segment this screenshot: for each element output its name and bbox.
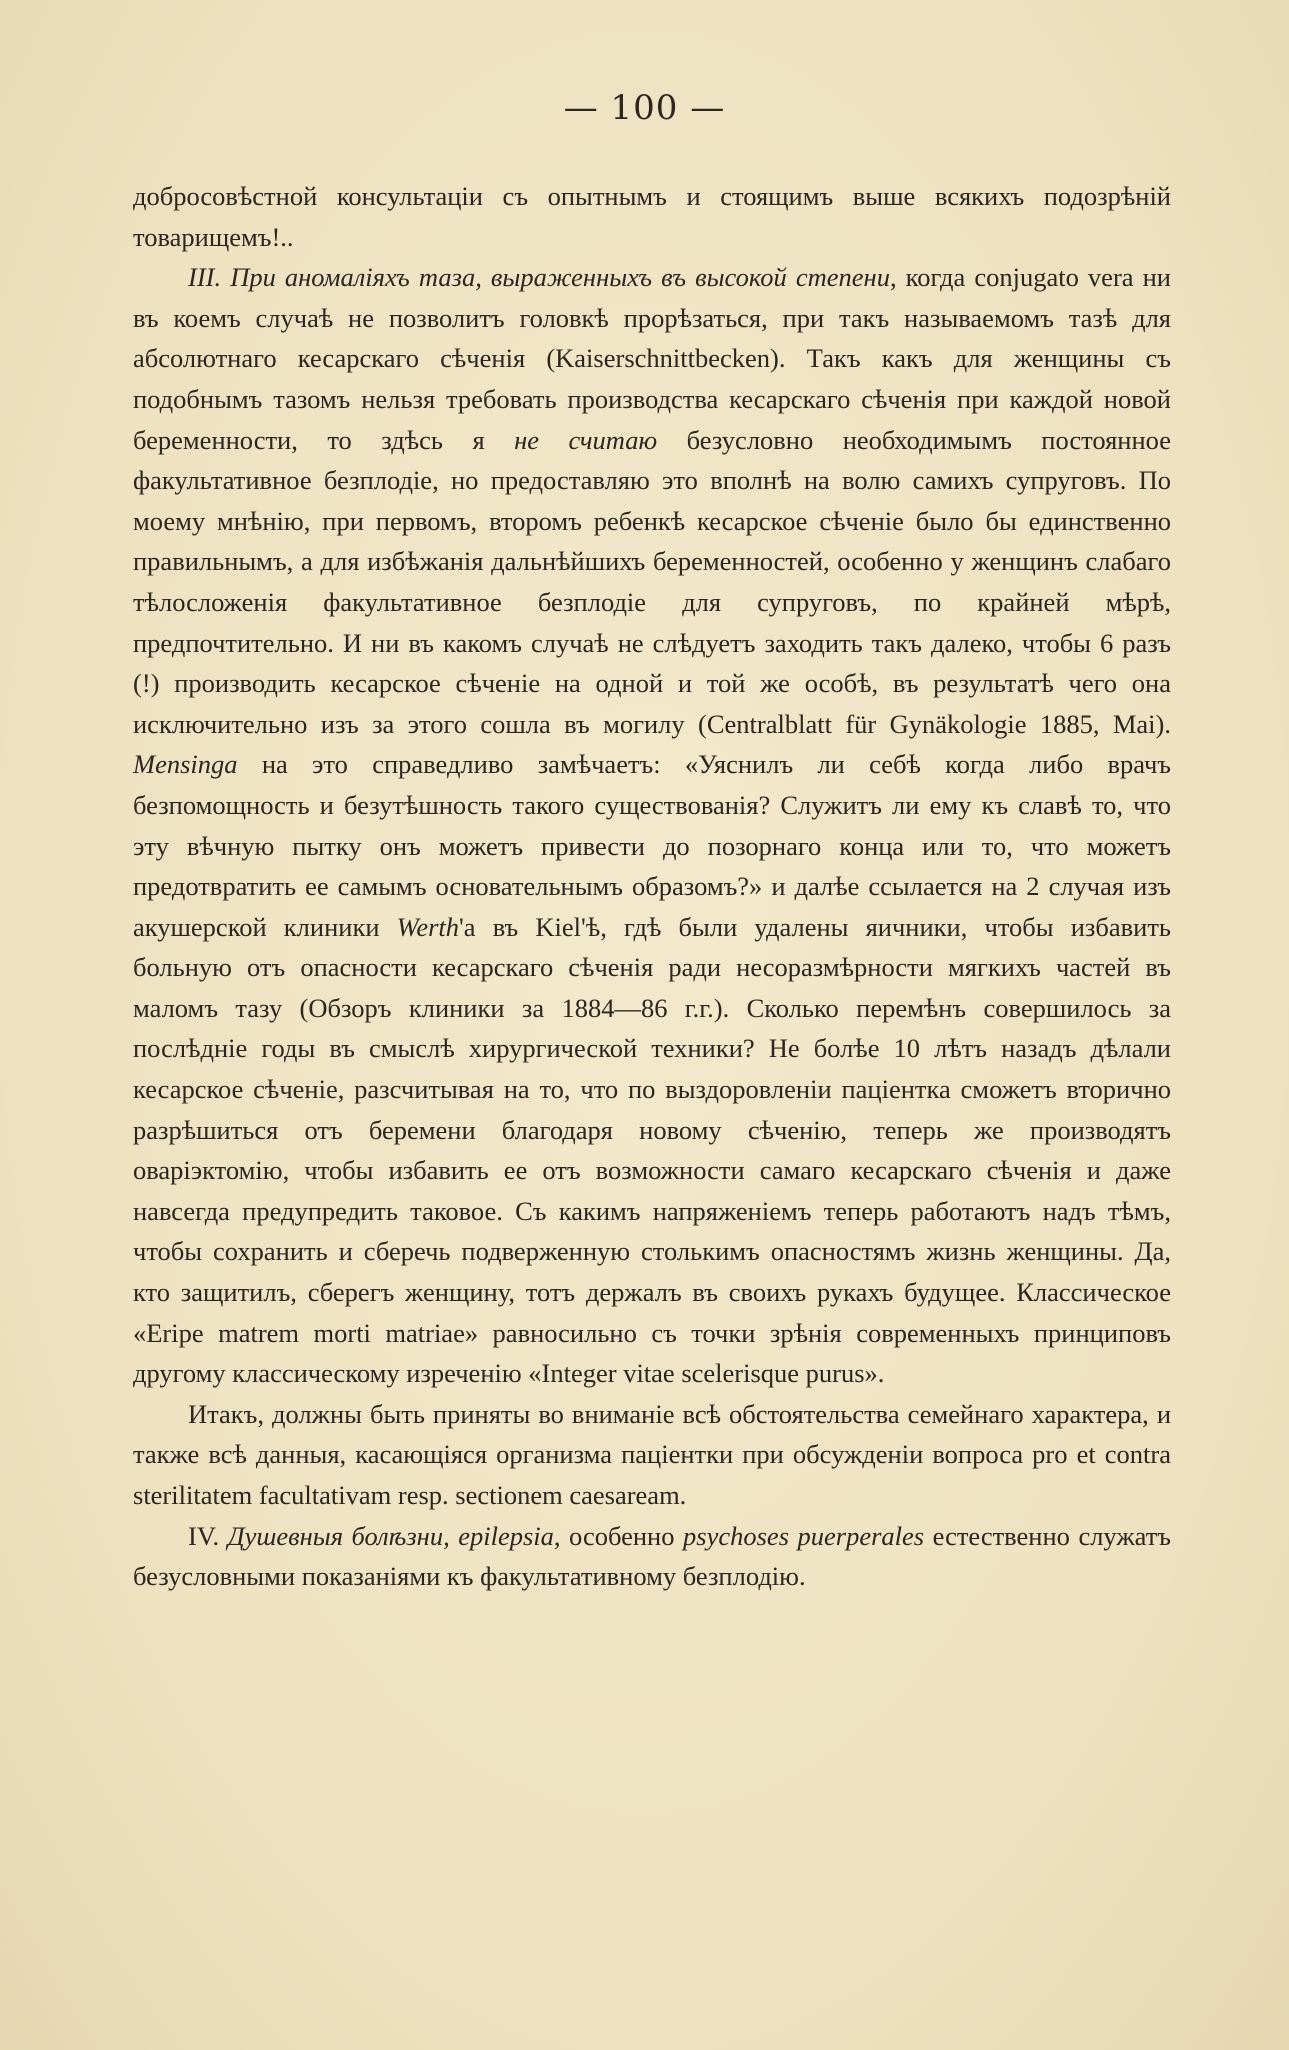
text-run: , особенно — [553, 1520, 684, 1551]
paragraph — [133, 257, 1171, 1394]
italic-text-run: Mensinga — [133, 749, 238, 780]
text-run: Итакъ, должны быть приняты во вниманіе всѣ обстоятельства семейнаго характера, и также всѣ данныя, касающіяся организма паціентки при обсужденіи вопроса pro et contra sterilitatem facultativam resp. sectionem caesaream. — [133, 1398, 1171, 1510]
paragraph — [133, 1516, 1171, 1597]
text-run: на это справедливо замѣчаетъ: «Уяснилъ ли себѣ когда либо врачъ безпомощность и безутѣшность такого существованія? Служитъ ли ему къ славѣ то, что эту вѣчную пытку онъ можетъ привести до позорнаго конца или то, что можетъ предотвратить ее самымъ основательнымъ образомъ?» и далѣе ссылается на 2 случая изъ акушерской клиники — [133, 749, 1171, 942]
paragraph — [133, 176, 1171, 257]
italic-text-run: Werth — [396, 911, 460, 942]
text-run: безусловно необходимымъ постоянное факультативное безплодіе, но предоставляю это вполнѣ на волю самихъ супруговъ. По моему мнѣнію, при первомъ, второмъ ребенкѣ кесарское сѣченіе было бы единственно правильнымъ, а для избѣжанія дальнѣйшихъ беременностей, особенно у женщинъ слабаго тѣлосложенія факультативное безплодіе для супруговъ, по крайней мѣрѣ, предпочтительно. И ни въ какомъ случаѣ не слѣдуетъ заходить такъ далеко, чтобы 6 разъ (!) производить кесарское сѣченіе на одной и той же особѣ, въ результатѣ чего она исключительно изъ за этого сошла въ могилу (Centralblatt für Gynäkologie 1885, Mai). — [133, 424, 1171, 739]
text-run: 'а въ Kiel'ѣ, гдѣ были удалены яичники, чтобы избавить больную отъ опасности кесарскаго сѣченія ради несоразмѣрности мягкихъ частей въ маломъ тазу (Обзоръ клиники за 1884—86 г.г.). Сколько перемѣнъ совершилось за послѣдніе годы въ смыслѣ хирургической техники? Не болѣе 10 лѣтъ назадъ дѣлали кесарское сѣченіе, разсчитывая на то, что по выздоровленіи паціентка сможетъ вторично разрѣшиться отъ беремени благодаря новому сѣченію, теперь же производятъ оваріэктомію, чтобы избавить ее отъ возможности самаго кесарскаго сѣченія и даже навсегда предупредить таковое. Съ какимъ напряженіемъ теперь работаютъ надъ тѣмъ, чтобы сохранить и сберечь подверженную столькимъ опасностямъ жизнь женщины. Да, кто защитилъ, сберегъ женщину, тотъ держалъ въ своихъ рукахъ будущее. Классическое «Eripe matrem morti matriae» равносильно съ точки зрѣнія современныхъ принциповъ другому классическому изреченію «Integer vitae scelerisque purus». — [133, 911, 1171, 1389]
italic-text-run: не считаю — [514, 424, 658, 455]
text-run: , когда conjugato vera ни въ коемъ случаѣ не позволитъ головкѣ прорѣзаться, при такъ называемомъ тазѣ для абсолютнаго кесарскаго сѣченія (Kaiserschnittbecken). Такъ какъ для женщины съ подобнымъ тазомъ нельзя требовать производства кесарскаго сѣченія при каждой новой беременности, то здѣсь я — [133, 262, 1171, 455]
page-number: — 100 — — [563, 88, 726, 128]
text-run: естественно служатъ безусловными показаніями къ факультативному безплодію. — [133, 1520, 1172, 1592]
italic-text-run: psychoses puerperales — [683, 1520, 925, 1551]
body-text — [133, 176, 1171, 1597]
italic-text-run: Душевныя болѣзни, epilepsia — [227, 1520, 554, 1551]
text-run: IV. — [188, 1520, 228, 1551]
italic-text-run: III. При аномаліяхъ таза, выраженныхъ въ высокой степени — [188, 262, 890, 293]
text-run: добросовѣстной консультаціи съ опытнымъ и стоящимъ выше всякихъ подозрѣній товарищемъ!.. — [133, 181, 1171, 252]
paragraph — [133, 1394, 1171, 1516]
